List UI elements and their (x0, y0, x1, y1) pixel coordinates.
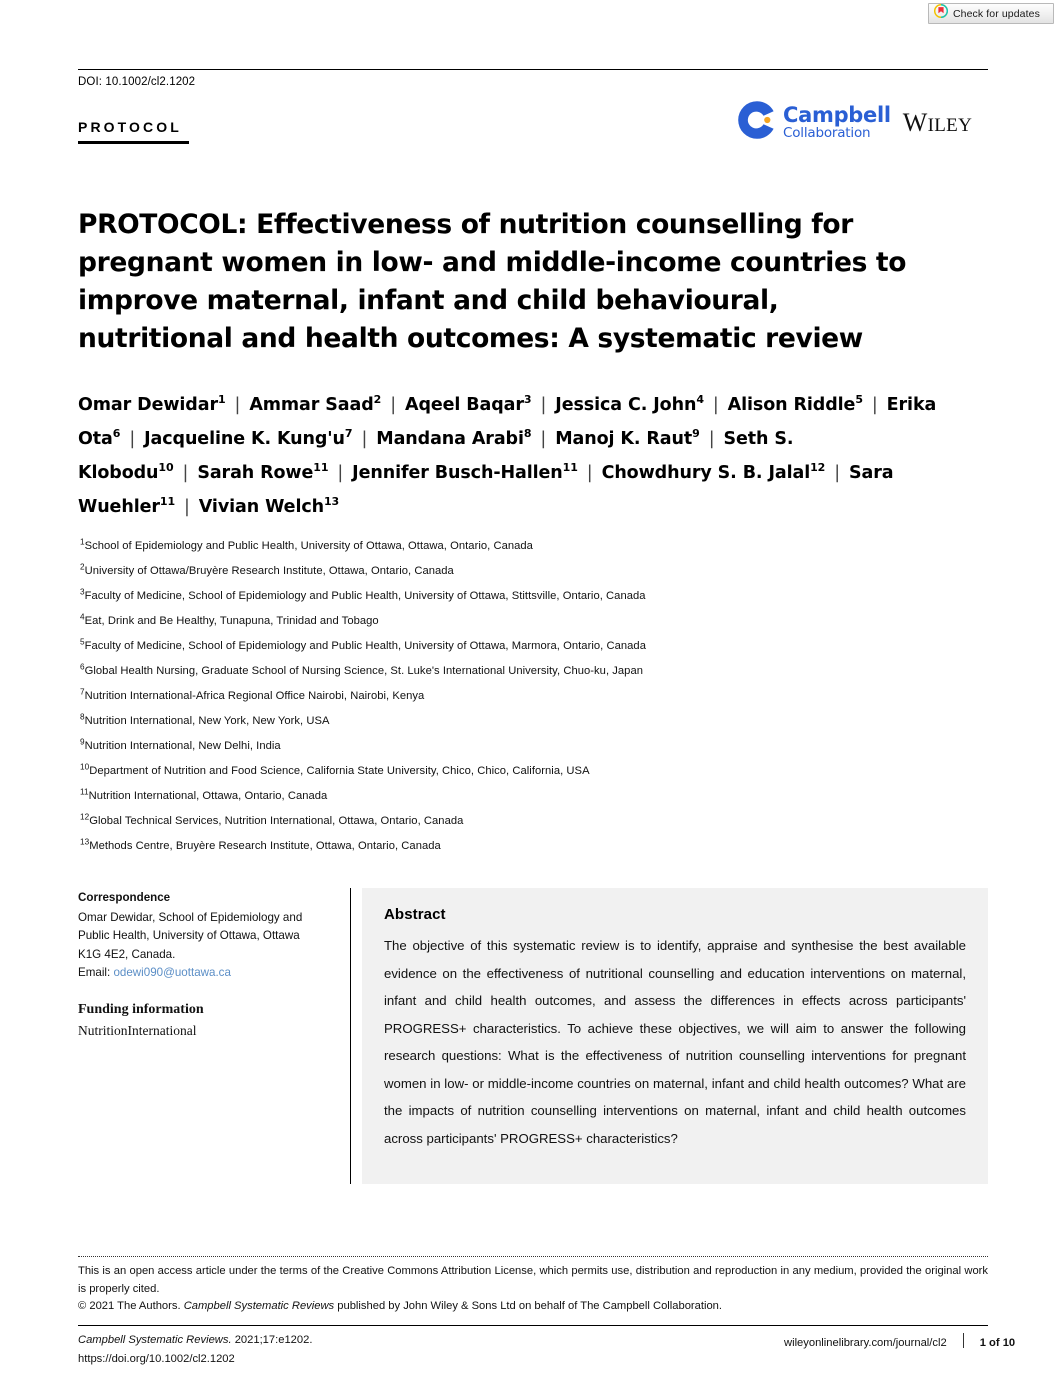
author-affiliation-marker: 1 (217, 393, 226, 407)
affiliation-item (80, 534, 840, 559)
abstract-divider (350, 888, 351, 1184)
campbell-wordmark (783, 102, 891, 141)
affiliation-marker: 4 (80, 612, 85, 622)
author-affiliation-marker: 4 (696, 393, 704, 407)
footer-page-number: 1 of 10 (979, 1337, 1016, 1349)
abstract-heading: Abstract (384, 906, 446, 923)
publisher-logos (735, 98, 972, 147)
footer-doi-url[interactable]: https://doi.org/10.1002/cl2.1202 (78, 1353, 235, 1365)
author-separator: | (129, 429, 136, 449)
affiliation-item (80, 684, 840, 709)
author-affiliation-marker: 13 (323, 495, 340, 509)
affiliation-marker: 3 (80, 587, 85, 597)
author-affiliation-marker: 5 (855, 393, 863, 407)
footer-rule (78, 1325, 988, 1326)
author-affiliation-marker: 11 (562, 461, 578, 475)
campbell-collaboration-logo (735, 98, 891, 147)
author-name: Erika Ota$^6$ (78, 395, 937, 449)
footer-site-url[interactable]: wileyonlinelibrary.com/journal/cl2 (784, 1337, 947, 1349)
correspondence-email-line (78, 964, 316, 983)
author-affiliation-marker: 11 (159, 495, 175, 509)
author-separator: | (586, 463, 593, 483)
funding-heading: Funding information (78, 1001, 204, 1017)
author-separator: | (712, 395, 719, 415)
affiliation-item (80, 609, 840, 634)
affiliation-item (80, 634, 840, 659)
license-separator (78, 1256, 988, 1257)
header-rule (78, 69, 988, 70)
affiliation-text: Global Health Nursing, Graduate School of Nursing Science, St. Luke's International University, Chuo-ku, Japan (84, 665, 643, 677)
author-affiliation-marker: 6 (112, 427, 121, 441)
affiliation-marker: 9 (80, 737, 85, 747)
affiliation-item (80, 709, 840, 734)
affiliation-text: University of Ottawa/Bruyère Research Institute, Ottawa, Ontario, Canada (84, 565, 454, 577)
affiliation-marker: 1 (80, 537, 85, 547)
abstract-text: The objective of this systematic review is to identify, appraise and synthesise the best available evidence on the effectiveness of nutritional counselling and education interventions on maternal, infant and child health outcomes, and assess the differences in effects across participants' PROGRESS+ characteristics. To achieve these objectives, we will aim to answer the following research questions: What is the effectiveness of nutrition counselling interventions for pregnant women in low- or middle-income countries on maternal, infant and child health outcomes? What are the impacts of nutrition counselling interventions on maternal, infant and child health outcomes across participants' PROGRESS+ characteristics? (384, 938, 966, 1146)
campbell-name: Campbell (783, 102, 891, 127)
author-affiliation-marker: 11 (313, 461, 329, 475)
affiliation-item (80, 734, 840, 759)
affiliation-item (80, 784, 840, 809)
author-separator: | (834, 463, 840, 483)
affiliation-text: Nutrition International, New Delhi, India (84, 740, 281, 752)
correspondence-email-link[interactable]: odewi090@uottawa.ca (113, 966, 231, 979)
author-separator: | (540, 429, 547, 449)
check-for-updates-label: Check for updates (953, 7, 1040, 20)
funding-body: NutritionInternational (78, 1023, 197, 1038)
affiliation-marker: 5 (80, 637, 85, 647)
footer-citation-block (78, 1331, 312, 1369)
author-name: Sara Wuehler$^{11}$ (78, 463, 894, 517)
check-for-updates-badge[interactable] (928, 3, 1054, 24)
page-title: PROTOCOL: Effectiveness of nutrition counselling for pregnant women in low- and middle-income countries to improve maternal, infant and child behavioural, nutritional and health outcomes: A systematic review (78, 208, 907, 354)
affiliation-marker: 6 (80, 662, 85, 672)
author-separator: | (337, 463, 344, 483)
affiliation-item (80, 759, 840, 784)
affiliation-item (80, 659, 840, 684)
author-name: Omar Dewidar$^1$ (78, 393, 226, 415)
author-name: Jacqueline K. $Kung'u^7$ (144, 427, 353, 449)
author-name: Ammar Saad$^2$ (249, 393, 382, 415)
correspondence-body: Omar Dewidar, School of Epidemiology and Public Health, University of Ottawa, Ottawa K1G 4E2, Canada. (78, 910, 303, 961)
author-separator: | (390, 395, 396, 415)
author-separator: | (234, 395, 241, 415)
crossmark-icon (934, 4, 948, 23)
author-name: Sarah Rowe$^{11}$ (197, 461, 329, 483)
affiliation-marker: 13 (80, 837, 90, 847)
affiliation-text: School of Epidemiology and Public Health, University of Ottawa, Ottawa, Ontario, Canada (84, 540, 533, 552)
affiliation-text: Nutrition International, New York, New York, USA (84, 715, 330, 727)
affiliation-text: Global Technical Services, Nutrition International, Ottawa, Ontario, Canada (89, 815, 464, 827)
affiliation-marker: 10 (80, 762, 90, 772)
affiliation-text: Faculty of Medicine, School of Epidemiology and Public Health, University of Ottawa, Stittsville, Ontario, Canada (84, 590, 646, 602)
doi-line: DOI: 10.1002/cl2.1202 (78, 76, 196, 88)
affiliation-item (80, 584, 840, 609)
license-text: This is an open access article under the terms of the Creative Commons Attribution License, which permits use, distribution and reproduction in any medium, provided the original work is properly cited. (78, 1265, 988, 1295)
author-separator: | (361, 429, 368, 449)
author-affiliation-marker: 8 (523, 427, 532, 441)
author-name: Manoj K. Raut$^9$ (555, 427, 700, 449)
author-affiliation-marker: 12 (810, 461, 826, 475)
affiliation-marker: 8 (80, 712, 85, 722)
campbell-subname: Collaboration (783, 124, 871, 141)
affiliation-marker: 11 (80, 787, 89, 797)
affiliation-text: Eat, Drink and Be Healthy, Tunapuna, Trinidad and Tobago (84, 615, 379, 627)
affiliation-item (80, 559, 840, 584)
affiliation-list (80, 534, 840, 859)
author-name: Seth S. Klobodu$^{10}$ (78, 429, 794, 483)
copyright-suffix: published by John Wiley & Sons Ltd on behalf of The Campbell Collaboration. (337, 1300, 723, 1312)
affiliation-text: Nutrition International, Ottawa, Ontario, Canada (88, 790, 328, 802)
affiliation-text: Faculty of Medicine, School of Epidemiology and Public Health, University of Ottawa, Marmora, Ontario, Canada (84, 640, 646, 652)
copyright-journal: Campbell Systematic Reviews (183, 1300, 335, 1312)
author-affiliation-marker: 10 (158, 461, 174, 475)
author-separator: | (540, 395, 547, 415)
abstract-block (362, 888, 988, 1184)
correspondence-block (78, 889, 316, 1041)
footer-separator (963, 1333, 964, 1348)
affiliation-marker: 7 (80, 687, 85, 697)
article-type-label: PROTOCOL (78, 119, 182, 135)
footer-meta-block (784, 1331, 1015, 1353)
author-affiliation-marker: 7 (344, 427, 353, 441)
author-affiliation-marker: 2 (373, 393, 382, 407)
author-name: Aqeel Baqar$^3$ (405, 393, 532, 415)
affiliation-text: Methods Centre, Bruyère Research Institute, Ottawa, Ontario, Canada (89, 840, 441, 852)
wiley-logo: WILEY (902, 107, 973, 137)
email-label: Email: (78, 966, 111, 979)
correspondence-heading: Correspondence (78, 891, 171, 904)
author-separator: | (182, 463, 189, 483)
author-name: Jennifer Busch-Hallen$^{11}$ (352, 461, 578, 483)
author-name: Jessica C. John$^4$ (555, 393, 704, 415)
affiliation-text: Nutrition International-Africa Regional Office Nairobi, Nairobi, Kenya (84, 690, 425, 702)
author-name: Mandana Arabi$^8$ (376, 427, 532, 449)
author-name: Vivian Welch$^{13}$ (198, 495, 340, 517)
author-name: Alison Riddle$^5$ (727, 393, 863, 415)
affiliation-item (80, 809, 840, 834)
affiliation-marker: 2 (80, 562, 85, 572)
author-separator: | (871, 395, 878, 415)
copyright-prefix: © 2021 The Authors. (78, 1300, 181, 1312)
footer-citation-line (78, 1331, 312, 1350)
footer-journal-name: Campbell Systematic Reviews. (78, 1334, 232, 1346)
author-affiliation-marker: 3 (523, 393, 532, 407)
footer-citation: 2021;17:e1202. (234, 1334, 313, 1346)
affiliation-item (80, 834, 840, 859)
author-separator: | (184, 497, 190, 517)
article-type-underline (78, 141, 189, 144)
author-separator: | (708, 429, 715, 449)
affiliation-text: Department of Nutrition and Food Science, California State University, Chico, Chico, California, USA (89, 765, 590, 777)
copyright-text (78, 1297, 988, 1315)
author-name: Chowdhury S. B. Jalal$^{12}$ (601, 461, 826, 483)
affiliation-marker: 12 (80, 812, 90, 822)
author-list (78, 388, 958, 524)
author-affiliation-marker: 9 (692, 427, 700, 441)
campbell-c-mark-icon (735, 98, 779, 147)
